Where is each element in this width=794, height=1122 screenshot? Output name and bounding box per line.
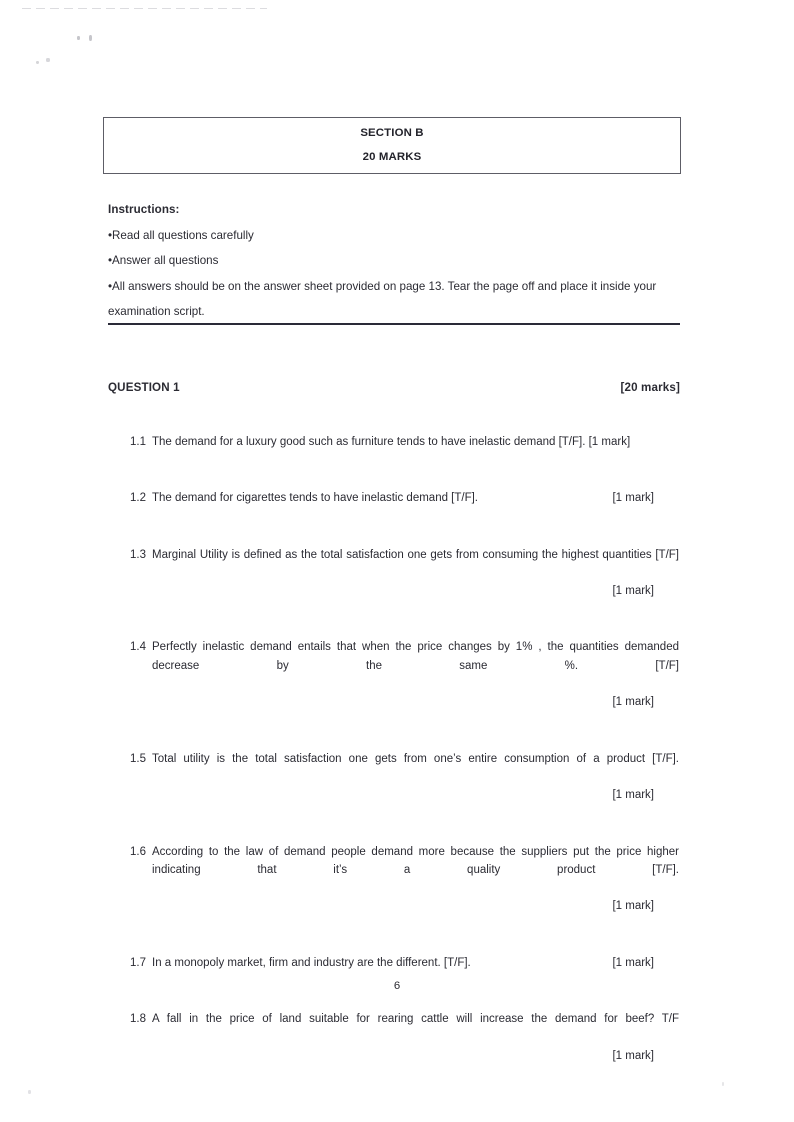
instructions-heading: Instructions:: [108, 203, 180, 216]
question-number: 1.6: [130, 845, 146, 858]
page-number: 6: [393, 980, 401, 992]
question-number: 1.2: [130, 492, 146, 505]
question-item: [130, 843, 679, 916]
question-item: [130, 954, 679, 972]
question-number: 1.5: [130, 752, 146, 765]
question-number: 1.3: [130, 548, 146, 561]
question-item: [130, 433, 679, 451]
question-marks: [1 mark]: [612, 1049, 654, 1062]
question-marks: [1 mark]: [612, 900, 654, 913]
scan-speck: [89, 35, 92, 41]
question-marks: [1 mark]: [612, 585, 654, 598]
question-marks: [1 mark]: [612, 696, 654, 709]
question-list: [130, 433, 679, 1065]
question-number: 1.4: [130, 641, 146, 654]
scan-speck: [28, 1090, 31, 1094]
instruction-item: •Read all questions carefully: [108, 228, 254, 242]
instruction-item: •All answers should be on the answer sheet provided on page 13. Tear the page off and place it inside your examination script.: [108, 279, 660, 318]
question-marks: [1 mark]: [588, 436, 631, 448]
question-item: [130, 1010, 679, 1065]
question-text: [1 mark] The demand for cigarettes tends to have inelastic demand [T/F].: [152, 489, 679, 507]
section-header-box: [103, 117, 681, 174]
question-item: [130, 638, 679, 711]
question-number: 1.8: [130, 1013, 146, 1026]
question-header: [108, 381, 680, 394]
scan-speck: [77, 36, 80, 40]
question-text: According to the law of demand people demand more because the suppliers put the price higher indicating that it’s a quality product [T/F].: [152, 845, 679, 876]
section-title: SECTION B: [360, 127, 424, 140]
question-number: 1.1: [130, 436, 146, 448]
instruction-item: •Answer all questions: [108, 254, 219, 267]
question-marks: [1 mark]: [612, 789, 654, 802]
question-marks: [1 mark]: [612, 956, 654, 969]
question-text: Total utility is the total satisfaction one gets from one’s entire consumption of a product [T/F].: [152, 752, 679, 765]
question-item: [130, 750, 679, 805]
instructions-block: [108, 197, 681, 325]
question-total-marks: [20 marks]: [620, 381, 680, 394]
question-item: [130, 489, 679, 507]
question-item: [130, 546, 679, 601]
question-text: Marginal Utility is defined as the total satisfaction one gets from consuming the highest quantities [T/F]: [152, 548, 679, 561]
scan-speck: [36, 61, 39, 64]
question-number: 1.7: [130, 956, 146, 969]
question-label: QUESTION 1: [108, 381, 180, 394]
question-text: Perfectly inelastic demand entails that when the price changes by 1% , the quantities demanded decrease by the same %. [T/F]: [152, 641, 679, 672]
section-marks: 20 MARKS: [362, 150, 422, 163]
scan-speck: [46, 58, 50, 62]
question-text: [1 mark] In a monopoly market, firm and industry are the different. [T/F].: [152, 954, 679, 972]
question-text: A fall in the price of land suitable for rearing cattle will increase the demand for beef? T/F: [152, 1013, 679, 1026]
horizontal-rule: [108, 323, 680, 325]
scan-speck: [722, 1082, 724, 1086]
question-marks: [1 mark]: [612, 492, 654, 505]
scan-artifact-line: [22, 8, 267, 9]
question-text: The demand for a luxury good such as furniture tends to have inelastic demand [T/F]. [1 mark]: [152, 436, 631, 448]
